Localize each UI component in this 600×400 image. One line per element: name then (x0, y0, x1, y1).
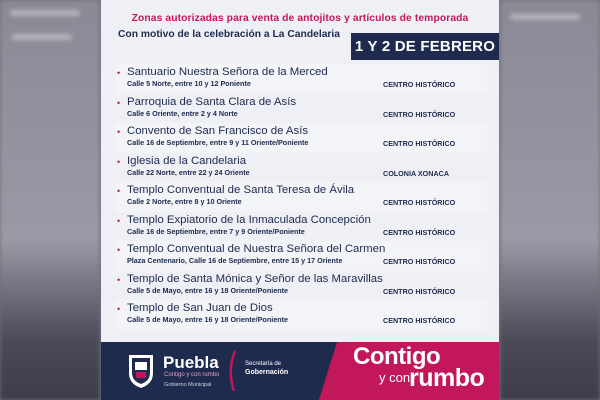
bullet-icon: • (117, 215, 121, 226)
location-name: Iglesia de la Candelaria (127, 154, 247, 167)
list-item (115, 94, 487, 124)
bullet-icon: • (117, 274, 121, 285)
bullet-icon: • (117, 156, 121, 167)
location-zone: CENTRO HISTÓRICO (383, 286, 456, 296)
blurred-background-right (500, 0, 600, 400)
list-item (115, 241, 487, 271)
secretaria-name: Gobernación (245, 369, 289, 376)
list-item (115, 182, 487, 212)
location-zone: CENTRO HISTÓRICO (383, 257, 456, 266)
location-zone: COLONIA XONACA (383, 168, 450, 178)
location-name: Santuario Nuestra Señora de la Merced (127, 66, 328, 78)
bullet-icon: • (117, 68, 121, 78)
list-item (115, 212, 487, 242)
swoosh-icon (225, 350, 239, 392)
location-zone: CENTRO HISTÓRICO (383, 316, 456, 325)
location-name: Templo de San Juan de Dios (127, 302, 273, 314)
brand-subtitle: Gobierno Municipal (164, 382, 212, 388)
bullet-icon: • (117, 127, 121, 137)
brand-tagline: Contigo y con rumbo (164, 372, 220, 378)
slogan-line-2: y con (379, 370, 411, 385)
location-address: Plaza Centenario, Calle 16 de Septiembre, entre 15 y 17 Oriente (127, 256, 343, 265)
blurred-background-left (0, 0, 100, 400)
list-item (115, 123, 487, 153)
location-address: Calle 16 de Septiembre, entre 7 y 9 Oriente/Poniente (127, 226, 305, 236)
brand-name: Puebla (163, 353, 219, 372)
location-zone: CENTRO HISTÓRICO (383, 80, 456, 89)
location-zone: CENTRO HISTÓRICO (383, 227, 456, 237)
location-address: Calle 5 de Mayo, entre 16 y 18 Oriente/Poniente (127, 285, 288, 295)
location-address: Calle 22 Norte, entre 22 y 24 Oriente (127, 167, 250, 177)
blur-stripe (510, 14, 580, 20)
list-item (115, 153, 487, 183)
blur-stripe (12, 34, 72, 40)
location-zone: CENTRO HISTÓRICO (383, 198, 456, 207)
poster-title: Zonas autorizadas para venta de antojitos y artículos de temporada (131, 13, 469, 24)
poster-subtitle: Con motivo de la celebración a La Candelaria (118, 29, 341, 40)
bullet-icon: • (117, 304, 121, 314)
location-name: Parroquia de Santa Clara de Asís (127, 95, 297, 108)
bullet-icon: • (117, 245, 121, 255)
bullet-icon: • (117, 97, 121, 108)
location-zone: CENTRO HISTÓRICO (383, 139, 456, 148)
city-shield-icon (126, 353, 156, 389)
location-name: Templo Conventual de Santa Teresa de Ávila (127, 184, 355, 196)
secretaria-label: Secretaría de (245, 361, 282, 367)
location-name: Templo Conventual de Nuestra Señora del Carmen (127, 243, 386, 255)
bullet-icon: • (117, 186, 121, 196)
location-address: Calle 16 de Septiembre, entre 9 y 11 Oriente/Poniente (127, 138, 309, 147)
location-address: Calle 5 Norte, entre 10 y 12 Poniente (127, 79, 251, 88)
location-address: Calle 6 Oriente, entre 2 y 4 Norte (127, 108, 238, 118)
date-badge: 1 Y 2 DE FEBRERO (351, 33, 499, 60)
poster-footer (101, 342, 499, 400)
location-address: Calle 2 Norte, entre 8 y 10 Oriente (127, 197, 242, 206)
list-item (115, 64, 487, 94)
list-item (115, 300, 487, 330)
location-address: Calle 5 de Mayo, entre 16 y 18 Oriente/Poniente (127, 315, 288, 324)
locations-list (115, 64, 487, 330)
list-item (115, 271, 487, 301)
location-zone: CENTRO HISTÓRICO (383, 109, 456, 119)
location-name: Templo Expiatorio de la Inmaculada Concepción (127, 213, 371, 226)
blur-stripe (10, 10, 80, 16)
slogan-line-3: rumbo (409, 364, 485, 392)
location-name: Templo de Santa Mónica y Señor de las Maravillas (127, 272, 383, 285)
poster-card (101, 0, 499, 400)
location-name: Convento de San Francisco de Asís (127, 125, 309, 137)
slogan-line-1: Contigo (353, 343, 441, 370)
